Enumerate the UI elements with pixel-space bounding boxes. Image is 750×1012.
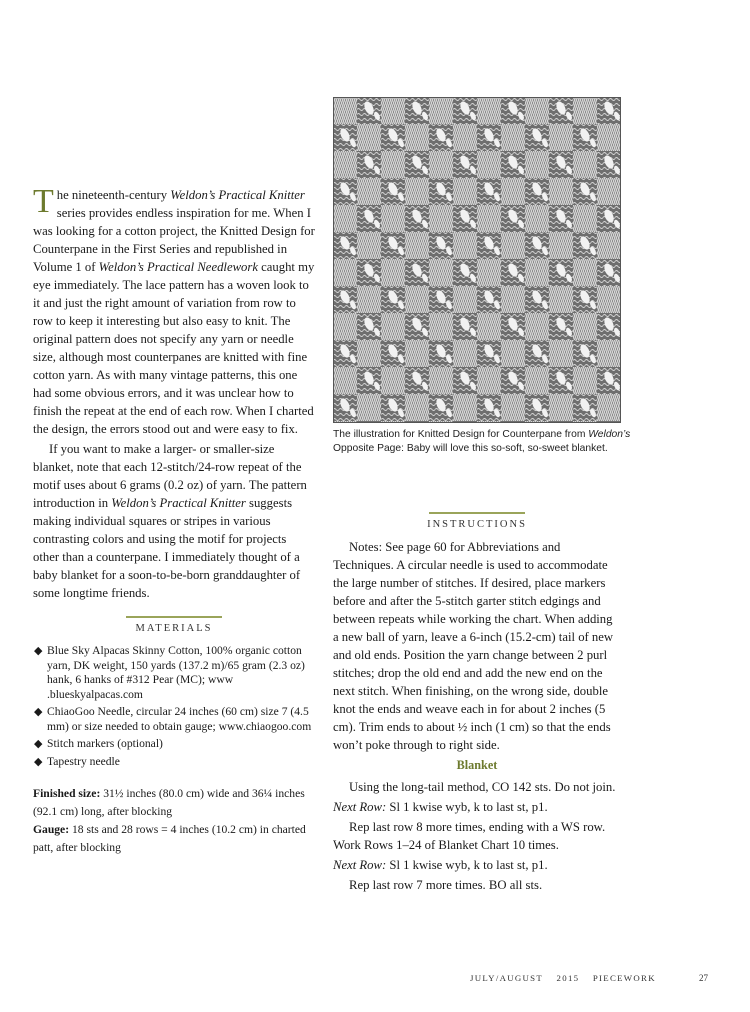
page-footer: [470, 973, 710, 983]
gauge-label: Gauge:: [33, 823, 70, 836]
diamond-bullet-icon: ◆: [34, 645, 43, 657]
materials-item: [33, 755, 315, 770]
figure-caption: [333, 428, 633, 456]
size-title-ref: Weldon’s Practical Knitter: [111, 496, 246, 510]
instructions-section: [333, 512, 621, 534]
intro-paragraph: [33, 183, 315, 438]
caption-line-1: [333, 428, 633, 442]
diamond-bullet-icon: ◆: [34, 738, 43, 750]
section-rule: [126, 616, 222, 618]
blanket-heading: Blanket: [456, 758, 498, 772]
caption-line-2: Opposite Page: Baby will love this so-soft, so-sweet blanket.: [333, 443, 608, 454]
lace-illustration: [333, 97, 621, 423]
size-paragraph: [33, 440, 315, 602]
materials-section: [33, 616, 315, 638]
size-text: suggests making individual squares or stripes in various contrasting colors and using the motif for projects other than a counterpane. I immediately thought of a baby blanket for a soon-to-be-born granddaughter of some longtime friends.: [33, 496, 301, 600]
next-row-label: Next Row:: [333, 858, 387, 872]
size-text: If you want to make a larger- or smaller-size blanket, note that each 12-stitch/24-row repeat of the motif uses about 6 grams (0.2 oz) of yarn. The pattern introduction in: [33, 442, 307, 510]
notes-paragraph: Notes: See page 60 for Abbreviations and Techniques. A circular needle is used to accommodate the large number of stitches. If desired, place markers before and after the 5-stitch garter stitch edgings and between repeats while working the chart. When adding a new ball of yarn, leave a 6-inch (15.2-cm) tail of new and old ends. Position the yarn change between 2 purl stitches; drop the old end and add the new end on the next stitch. When finishing, on the wrong side, double knot the ends and weave each in for about 2 inches (5 cm). Trim ends to about ½ inch (1 cm) so that the ends won’t poke through to right side.: [333, 540, 614, 752]
next-row-label: Next Row:: [333, 800, 387, 814]
materials-item: [33, 705, 315, 734]
finished-size: [33, 785, 315, 821]
repeat-instruction: Rep last row 7 more times. BO all sts.: [349, 878, 543, 892]
intro-text: caught my eye immediately. The lace pattern has a woven look to it and just the right amount of variation from row to row to keep it interesting but also easy to knit. The original pattern does not specify any yarn or needle size, although most counterpanes are knitted with fine cotton yarn. As with many vintage patterns, this one had some obvious errors, and it was unclear how to finish the repeat at the end of each row. When I charted the design, the errors stood out and were easy to fix.: [33, 260, 315, 436]
footer-magazine: PIECEWORK: [592, 973, 656, 983]
section-rule: [429, 512, 525, 514]
gauge: [33, 821, 315, 857]
next-row-text: Sl 1 kwise wyb, k to last st, p1.: [386, 800, 548, 814]
materials-item-text: Blue Sky Alpacas Skinny Cotton, 100% organic cotton yarn, DK weight, 150 yards (137.2 m)/65 gram (2.3 oz) hank, 6 hanks of #312 Pear (MC); www .blueskyalpacas.com: [47, 644, 305, 701]
materials-item: [33, 737, 315, 752]
right-column: [333, 512, 621, 896]
lace-fabric: [333, 97, 621, 423]
gauge-value: 18 sts and 28 rows = 4 inches (10.2 cm) in charted patt, after blocking: [33, 823, 306, 854]
next-row-instruction: [333, 798, 621, 816]
materials-item-text: Tapestry needle: [47, 754, 120, 768]
instructions-heading: INSTRUCTIONS: [427, 519, 527, 530]
intro-title-ref: Weldon’s Practical Needlework: [98, 260, 258, 274]
intro-text: series provides endless inspiration for me. When I was looking for a cotton project, the Knitted Design for Counterpane in the First Series and republished in Volume 1 of: [33, 206, 315, 274]
next-row-text: Sl 1 kwise wyb, k to last st, p1.: [386, 858, 548, 872]
materials-list: [33, 644, 315, 769]
specs-block: [33, 785, 315, 857]
materials-item-text: ChiaoGoo Needle, circular 24 inches (60 cm) size 7 (4.5 mm) or size needed to obtain gauge; www.chiaogoo.com: [47, 705, 312, 733]
cast-on-instruction: Using the long-tail method, CO 142 sts. Do not join.: [349, 780, 616, 794]
diamond-bullet-icon: ◆: [34, 706, 43, 718]
materials-item: [33, 644, 315, 702]
footer-issue: JULY/AUGUST: [470, 973, 544, 983]
drop-cap: T: [33, 183, 54, 220]
lace-pattern-graphic: [333, 97, 621, 423]
finished-size-value: 31½ inches (80.0 cm) wide and 36¼ inches (92.1 cm) long, after blocking: [33, 787, 305, 818]
footer-year: 2015: [556, 973, 580, 983]
intro-title-ref: Weldon’s Practical Knitter: [170, 188, 305, 202]
page-number: 27: [699, 973, 708, 983]
caption-title-ref: Weldon’s: [588, 429, 631, 440]
repeat-instruction: Rep last row 8 more times, ending with a WS row. Work Rows 1–24 of Blanket Chart 10 times.: [333, 820, 606, 852]
intro-text: he nineteenth-century: [56, 188, 171, 202]
next-row-instruction: [333, 856, 621, 874]
materials-heading: MATERIALS: [135, 623, 213, 634]
left-column: [33, 183, 315, 857]
caption-text: The illustration for Knitted Design for Counterpane from: [333, 429, 589, 440]
diamond-bullet-icon: ◆: [34, 755, 43, 768]
finished-size-label: Finished size:: [33, 787, 101, 800]
materials-item-text: Stitch markers (optional): [47, 737, 163, 750]
